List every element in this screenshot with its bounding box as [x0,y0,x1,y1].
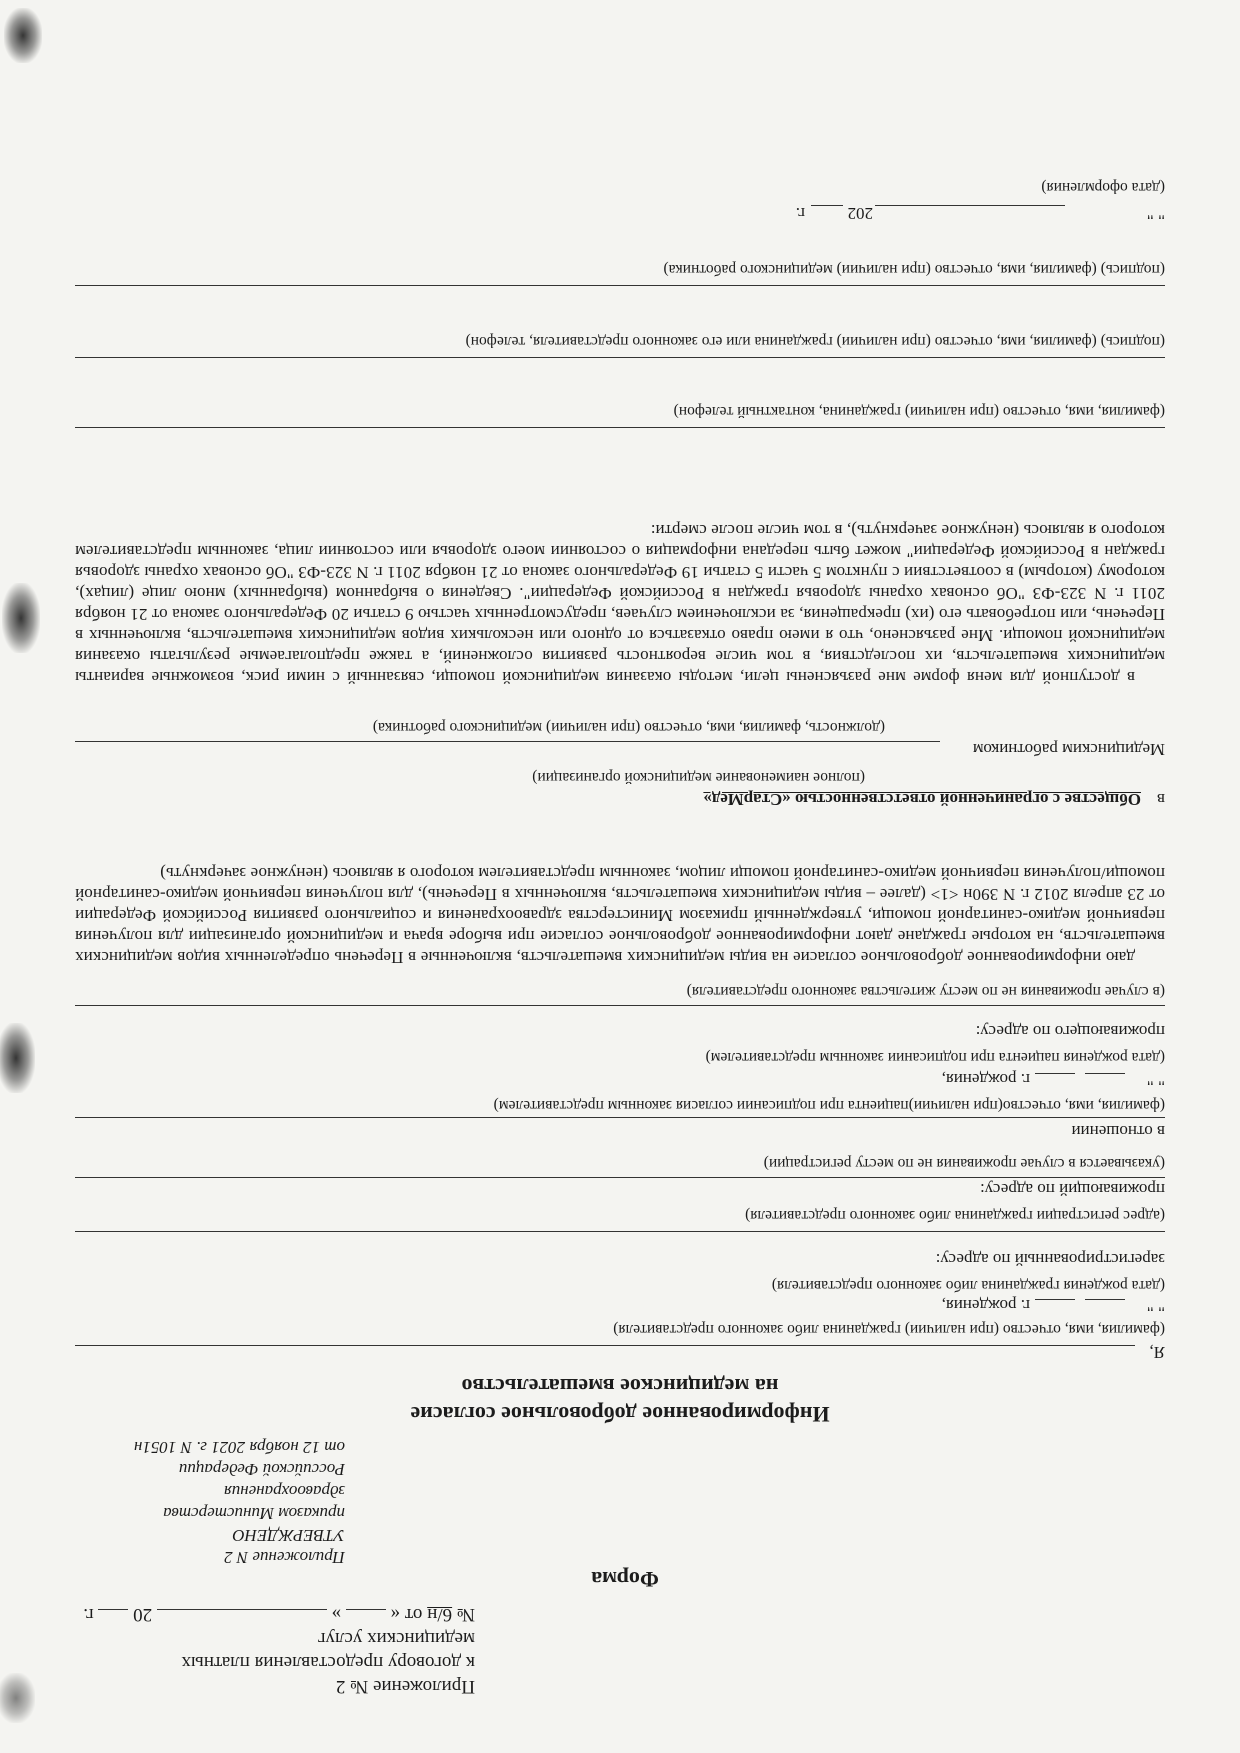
scan-edge-mark [0,1023,35,1093]
scan-edge-mark [2,583,40,653]
contract-number: 6/н [427,1604,453,1625]
contract-year-prefix: 20 [133,1604,153,1625]
patient-residing-line [75,1005,1165,1006]
birth-year-blank [1035,1299,1075,1300]
title-line2: на медицинское вмешательство [461,1374,779,1399]
completion-date-caption: (дата оформления) [1041,179,1165,196]
contract-annex-line2: к договору предоставления платных медицинских услуг [181,1628,475,1673]
completion-month-blank [875,205,1065,206]
document-title [225,1372,1015,1428]
patient-birth-open: " " [1146,1070,1165,1089]
approval-line3: приказом Министерства [163,1504,345,1523]
title-line1: Информированное добровольное согласие [410,1402,830,1427]
approval-line2: УТВЕРЖДЕНО [232,1526,345,1545]
approval-line4: здравоохранения [223,1482,345,1501]
patient-caption: (фамилия, имя, отчество(при наличии)пациента при подписании согласия законным представителем) [493,1097,1165,1114]
contract-annex-block [75,1602,475,1698]
registered-line [75,1231,1165,1232]
regarding-label: в отношении [1071,1122,1165,1141]
registered-caption: (адрес регистрации гражданина либо законного представителя) [745,1207,1165,1224]
medical-worker-label: Медицинским работником [972,740,1165,759]
fio-line [75,1345,1135,1346]
birth-caption: (дата рождения гражданина либо законного представителя) [771,1277,1165,1294]
patient-line [75,1117,1165,1118]
explanation-paragraph: в доступной для меня форме мне разъяснены цели, методы оказания медицинской помощи, связанный с ними риск, возможные варианты медицинских вмешательств, их последствия, в том числе вероятность развития осложнений, а также предполагаемые результаты оказания медицинской помощи. Мне разъяснено, что я имею право отказаться от одного или нескольких видов медицинских вмешательств, включенных в Перечень, или потребовать его (их) прекращения, за исключением случаев, предусмотренных частью 9 статьи 20 Федерального закона от 21 ноября 2011 г. N 323-ФЗ "Об основах охраны здоровья граждан в Российской Федерации". Сведения о выбранном (выбранных) мною лице (лицах), которому (которым) в соответствии с пунктом 5 части 5 статьи 19 Федерального закона от 21 ноября 2011 г. N 323-ФЗ "Об основах охраны здоровья граждан в Российской Федерации" может быть передана информация о состоянии моего здоровья или состоянии лица, законным представителем которого я являюсь (ненужное зачеркнуть), в том числе после смерти: [75,521,1165,687]
completion-year-prefix: 202 [847,204,873,223]
registered-label: зарегистрированный по адресу: [935,1250,1165,1269]
approval-line1: Приложение N 2 [224,1548,345,1567]
birth-year-label: г. рождения, [941,1296,1030,1315]
completion-year-suffix: г. [795,204,805,223]
patient-birth-year-blank [1035,1073,1075,1074]
patient-birth-caption: (дата рождения пациента при подписании законным представителем) [705,1049,1165,1066]
scan-edge-mark [0,1673,35,1723]
residing-caption: (указывается в случае проживания не по месту регистрации) [763,1155,1165,1172]
patient-residing-label: проживающего по адресу: [975,1022,1165,1041]
residing-line [75,1177,1165,1178]
contract-year-blank [98,1609,128,1610]
patient-residing-caption: (в случае проживания не по месту жительства законного представителя) [686,983,1165,1000]
contract-date-close: » [331,1604,342,1625]
citizen-signature-caption: (подпись) (фамилия, имя, отчество (при наличии) гражданина или его законного представителя, телефон) [465,333,1165,350]
form-label: Форма [591,1567,659,1592]
contract-year-suffix: г. [83,1604,94,1625]
approval-line5: Российской Федерации [178,1460,345,1479]
patient-birth-year-label: г. рождения, [941,1070,1030,1089]
worker-signature-caption: (подпись) (фамилия, имя, отчество (при наличии) медицинского работника) [663,261,1165,278]
contract-month-blank [157,1609,327,1610]
residing-label: проживающий по адресу: [980,1180,1165,1199]
scan-edge-mark [4,8,42,63]
contract-from: от « [390,1604,423,1625]
citizen-signature-line [75,357,1165,358]
contact-line [75,427,1165,428]
contract-number-prefix: № [456,1604,475,1625]
medical-worker-caption: (должность, фамилия, имя, отчество (при наличии) медицинского работника) [372,719,885,736]
fio-caption: (фамилия, имя, отчество (при наличии) гражданина либо законного представителя) [613,1321,1165,1338]
consent-paragraph: даю информированное добровольное согласие на виды медицинских вмешательств, включенные в Перечень определенных видов медицинских вмешательств, на которые граждане дают информированное добровольное согласие при выборе врача и медицинской организации для получения первичной медико-санитарной помощи, утвержденный приказом Министерства здравоохранения и социального развития Российской Федерации от 23 апреля 2012 г. N 390н <1> (далее – виды медицинских вмешательств, включенных в Перечень), для получения первичной медико-санитарной помощи/получения первичной медико-санитарной помощи лицом, законным представителем которого я являюсь (ненужное зачеркнуть) [75,864,1165,967]
completion-date-open: " " [1146,204,1165,223]
completion-year-blank [811,205,843,206]
contract-day-blank [346,1609,386,1610]
worker-signature-line [75,285,1165,286]
approval-line6: от 12 ноября 2021 г. N 1051н [133,1438,345,1457]
contract-annex-line1: Приложение № 2 [335,1676,475,1697]
i-label: Я, [1149,1343,1165,1362]
birth-date-open: " " [1146,1296,1165,1315]
approval-block [75,1436,345,1568]
medical-worker-line [75,741,940,742]
organization-prefix: в [1156,790,1165,809]
organization-caption: (полное наименование медицинской организации) [532,769,865,786]
patient-birth-day-blank [1085,1073,1125,1074]
organization-name: Обществе с ограниченной ответственностью «СтарМед» [703,790,1141,809]
birth-day-blank [1085,1299,1125,1300]
contact-caption: (фамилия, имя, отчество (при наличии) гражданина, контактный телефон) [673,403,1165,420]
contract-number-row [75,1602,475,1626]
